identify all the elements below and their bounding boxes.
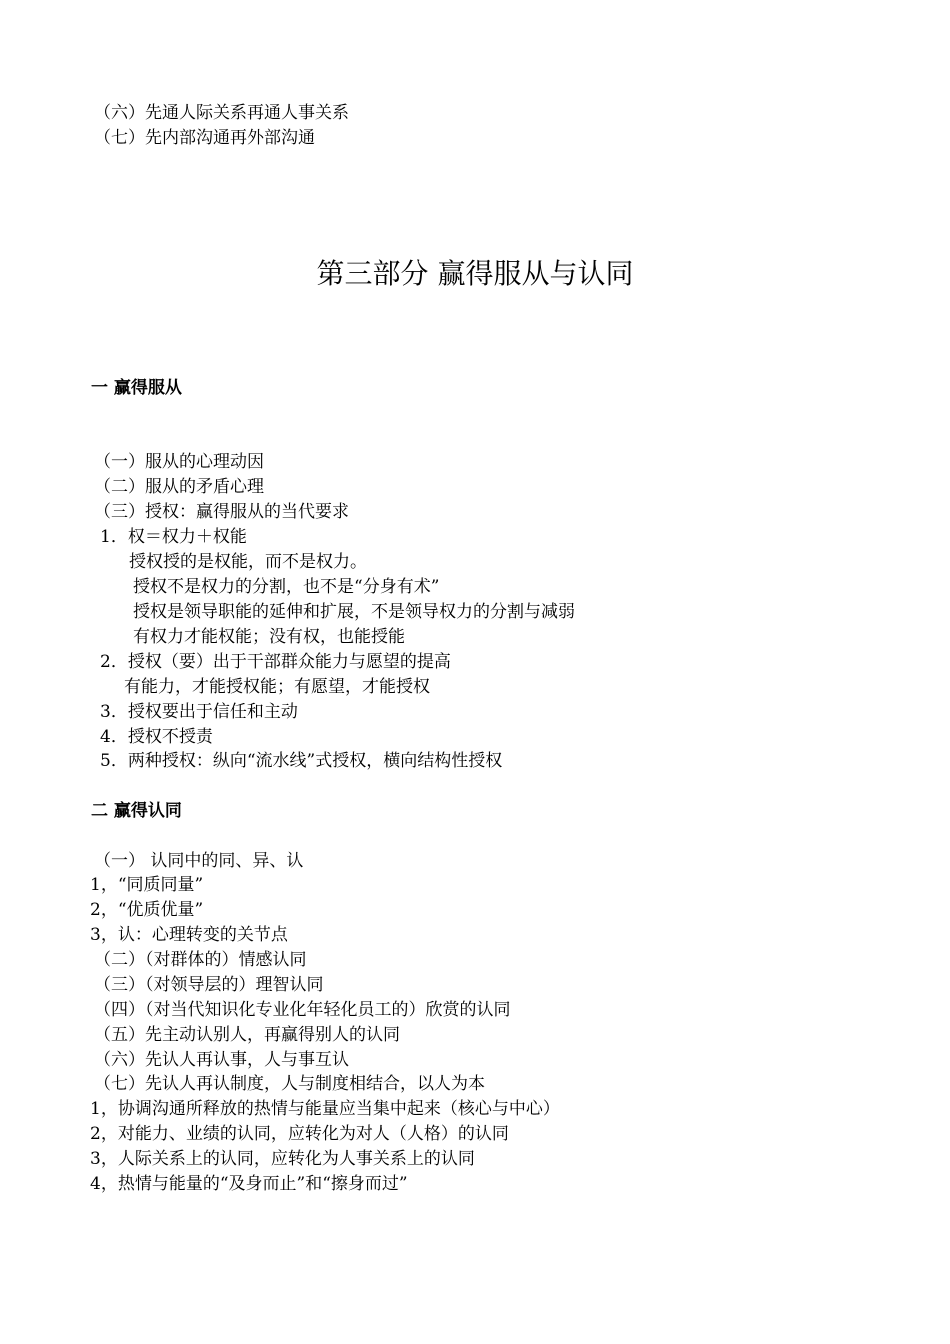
list-item: （五）先主动认别人，再赢得别人的认同 bbox=[94, 1025, 400, 1045]
part-title: 第三部分 赢得服从与认同 bbox=[316, 257, 634, 290]
list-item: 授权授的是权能，而不是权力。 bbox=[129, 552, 367, 572]
top-item: （六）先通人际关系再通人事关系 bbox=[94, 103, 349, 123]
top-item: （七）先内部沟通再外部沟通 bbox=[94, 128, 315, 148]
section-heading: 一 赢得服从 bbox=[91, 378, 182, 398]
list-item: （三）（对领导层的）理智认同 bbox=[94, 975, 324, 995]
list-item: 2．授权（要）出于干部群众能力与愿望的提高 bbox=[100, 652, 451, 672]
list-item: 4，热情与能量的“及身而止”和“擦身而过” bbox=[90, 1174, 408, 1194]
list-item: （三）授权：赢得服从的当代要求 bbox=[94, 502, 349, 522]
section-heading: 二 赢得认同 bbox=[91, 801, 182, 821]
list-item: （四）（对当代知识化专业化年轻化员工的）欣赏的认同 bbox=[94, 1000, 511, 1020]
list-item: 3．授权要出于信任和主动 bbox=[100, 702, 298, 722]
list-item: 有能力，才能授权能；有愿望，才能授权 bbox=[124, 677, 430, 697]
list-item: 3，人际关系上的认同，应转化为人事关系上的认同 bbox=[90, 1149, 475, 1169]
list-item: 1，“同质同量” bbox=[90, 875, 204, 895]
list-item: 授权是领导职能的延伸和扩展，不是领导权力的分割与减弱 bbox=[133, 602, 575, 622]
list-item: 1．权＝权力＋权能 bbox=[100, 527, 247, 547]
list-item: 有权力才能权能；没有权，也能授能 bbox=[133, 627, 405, 647]
list-item: 2，“优质优量” bbox=[90, 900, 204, 920]
list-item: 5．两种授权：纵向“流水线”式授权，横向结构性授权 bbox=[100, 751, 503, 771]
list-item: （七）先认人再认制度，人与制度相结合，以人为本 bbox=[94, 1074, 485, 1094]
list-item: （二）服从的矛盾心理 bbox=[94, 477, 264, 497]
list-item: （六）先认人再认事，人与事互认 bbox=[94, 1050, 349, 1070]
list-item: （一） 认同中的同、异、认 bbox=[94, 851, 304, 871]
list-item: 授权不是权力的分割，也不是“分身有术” bbox=[133, 577, 440, 597]
list-item: （二）（对群体的）情感认同 bbox=[94, 950, 307, 970]
list-item: 4．授权不授责 bbox=[100, 727, 213, 747]
list-item: 1，协调沟通所释放的热情与能量应当集中起来（核心与中心） bbox=[90, 1099, 560, 1119]
list-item: 2，对能力、业绩的认同，应转化为对人（人格）的认同 bbox=[90, 1124, 509, 1144]
list-item: （一）服从的心理动因 bbox=[94, 452, 264, 472]
list-item: 3，认：心理转变的关节点 bbox=[90, 925, 288, 945]
